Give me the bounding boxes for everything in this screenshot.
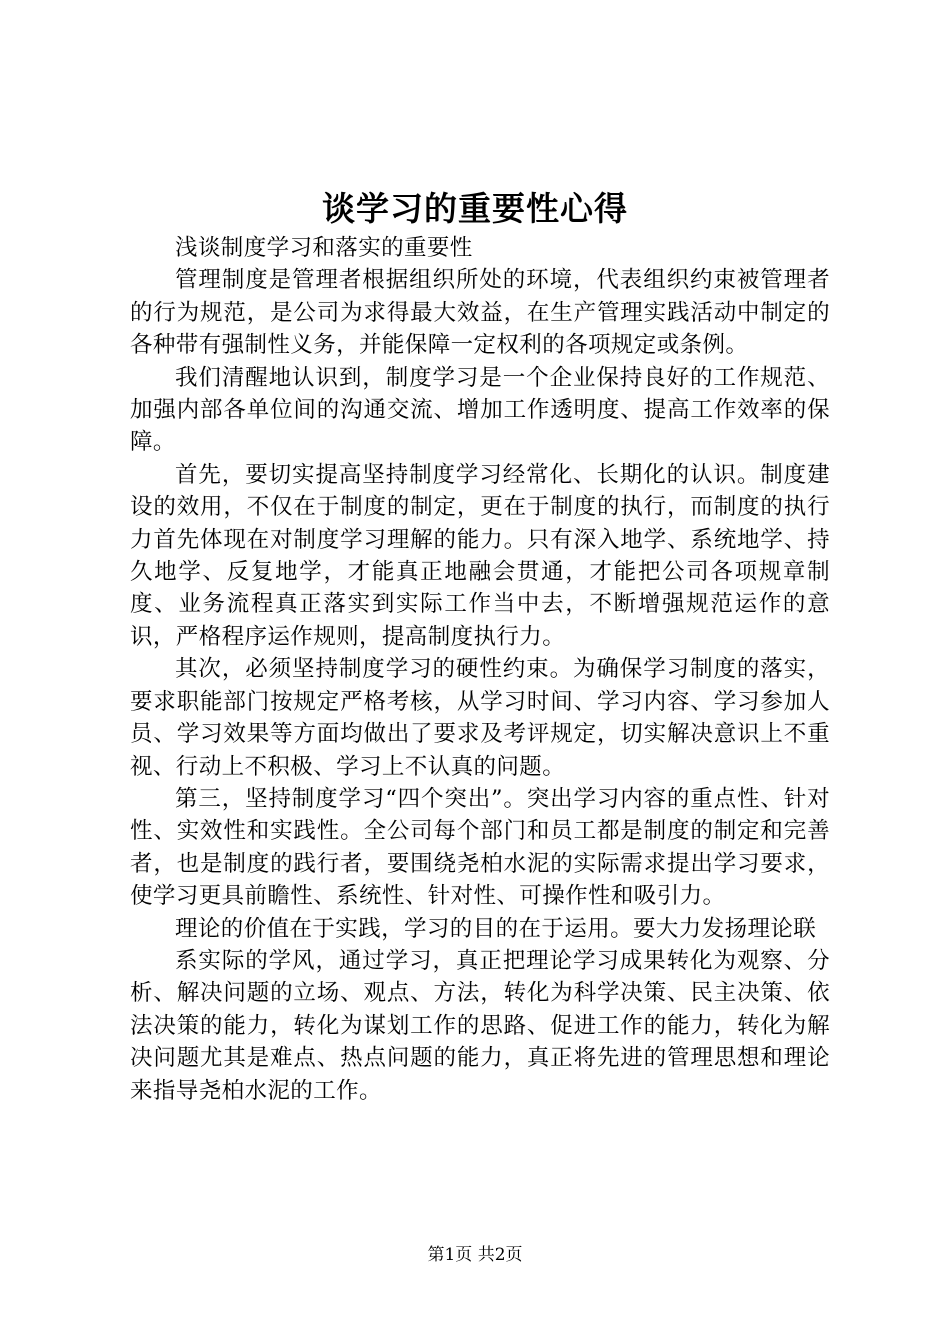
paragraph: 我们清醒地认识到，制度学习是一个企业保持良好的工作规范、加强内部各单位间的沟通交流、增加工作透明度、提高工作效率的保障。 bbox=[130, 364, 830, 456]
document-body bbox=[130, 232, 830, 1107]
paragraph: 系实际的学风，通过学习，真正把理论学习成果转化为观察、分析、解决问题的立场、观点、方法，转化为科学决策、民主决策、依法决策的能力，转化为谋划工作的思路、促进工作的能力，转化为解决问题尤其是难点、热点问题的能力，真正将先进的管理思想和理论来指导尧柏水泥的工作。 bbox=[130, 947, 830, 1104]
document-title: 谈学习的重要性心得 bbox=[322, 189, 628, 228]
paragraph-subtitle: 浅谈制度学习和落实的重要性 bbox=[175, 235, 473, 261]
paragraph: 其次，必须坚持制度学习的硬性约束。为确保学习制度的落实，要求职能部门按规定严格考核，从学习时间、学习内容、学习参加人员、学习效果等方面均做出了要求及考评规定，切实解决意识上不重视、行动上不积极、学习上不认真的问题。 bbox=[130, 656, 830, 780]
paragraph: 第三，坚持制度学习“四个突出”。突出学习内容的重点性、针对性、实效性和实践性。全公司每个部门和员工都是制度的制定和完善者，也是制度的践行者，要围绕尧柏水泥的实际需求提出学习要求，使学习更具前瞻性、系统性、针对性、可操作性和吸引力。 bbox=[130, 785, 830, 910]
paragraph: 理论的价值在于实践，学习的目的在于运用。要大力发扬理论联 bbox=[175, 915, 817, 942]
paragraph: 首先，要切实提高坚持制度学习经常化、长期化的认识。制度建设的效用，不仅在于制度的制定，更在于制度的执行，而制度的执行力首先体现在对制度学习理解的能力。只有深入地学、系统地学、持久地学、反复地学，才能真正地融会贯通，才能把公司各项规章制度、业务流程真正落实到实际工作当中去，不断增强规范运作的意识，严格程序运作规则，提高制度执行力。 bbox=[130, 461, 830, 650]
page-footer: 第1页 共2页 bbox=[427, 1245, 523, 1265]
paragraph: 管理制度是管理者根据组织所处的环境，代表组织约束被管理者的行为规范，是公司为求得最大效益，在生产管理实践活动中制定的各种带有强制性义务，并能保障一定权利的各项规定或条例。 bbox=[130, 267, 830, 359]
